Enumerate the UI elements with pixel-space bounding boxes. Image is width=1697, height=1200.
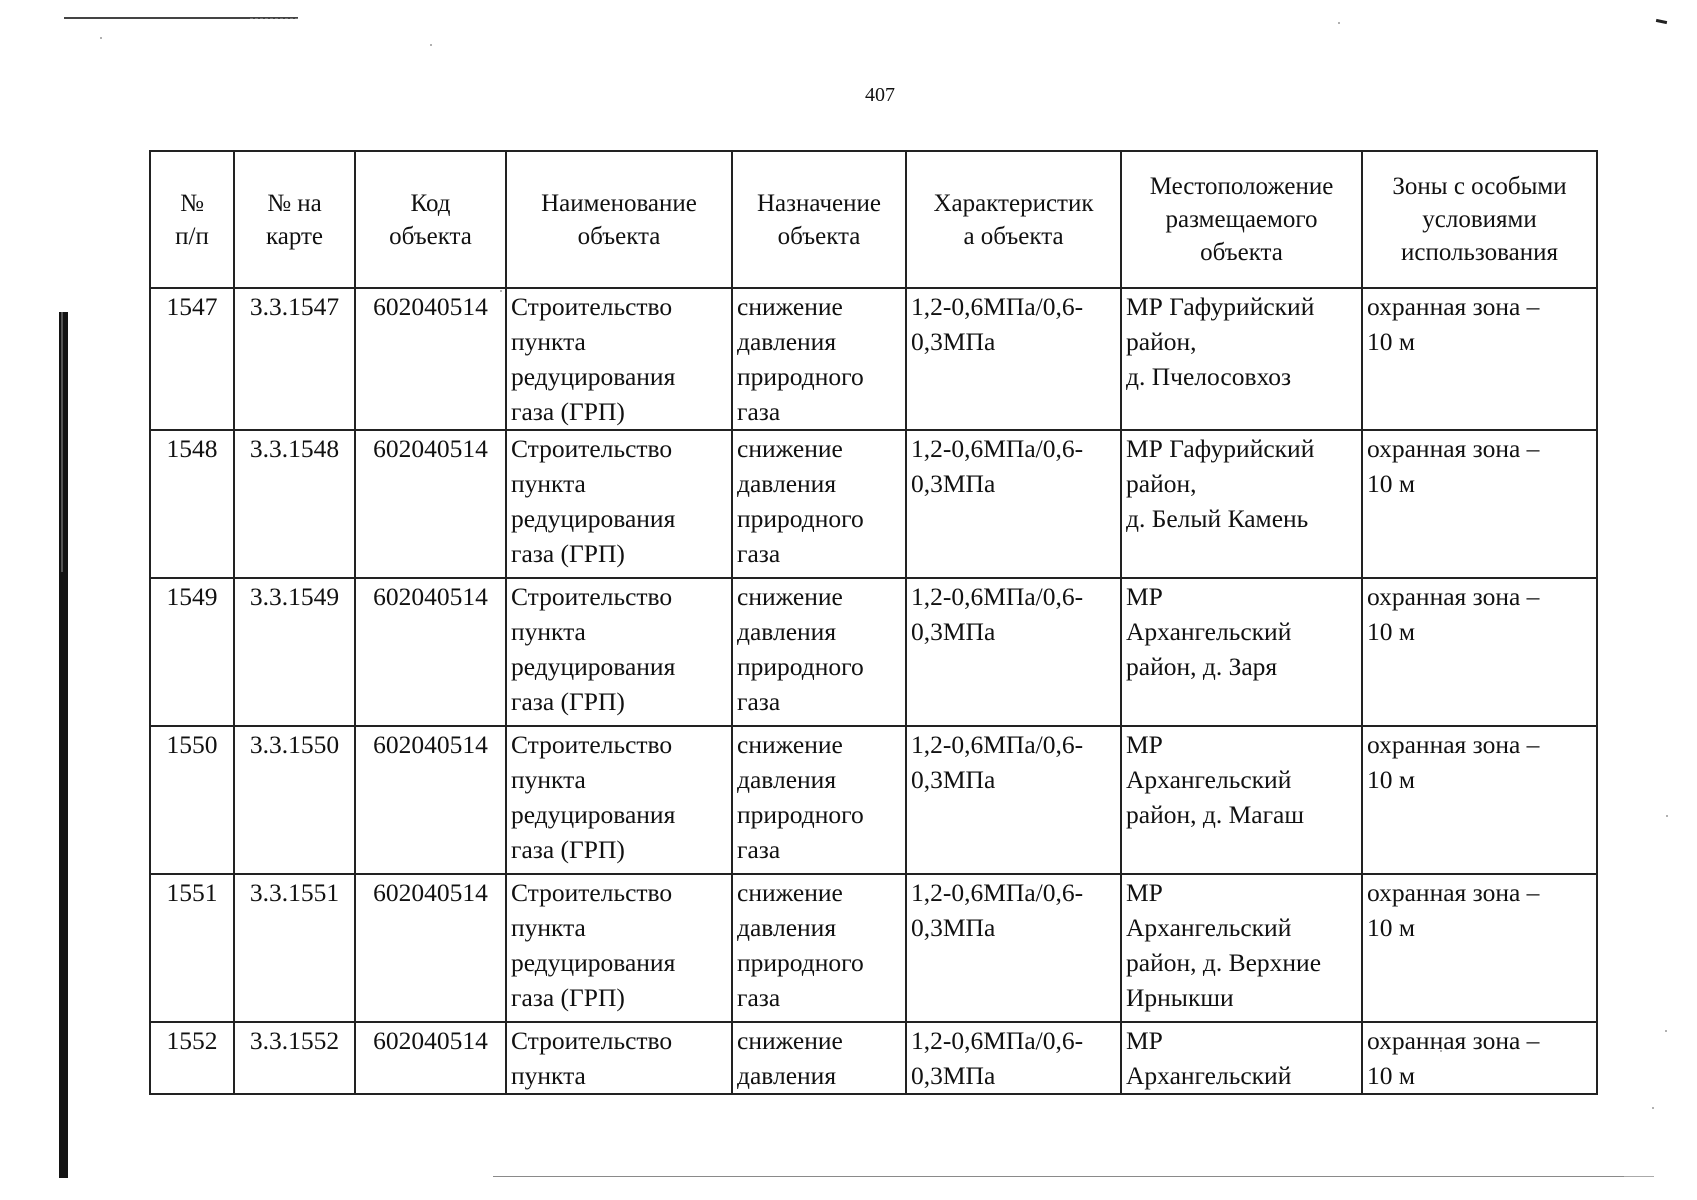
cell-map-number: 3.3.1552	[234, 1022, 355, 1094]
cell-object-characteristic: 1,2-0,6МПа/0,6- 0,3МПа	[906, 726, 1121, 874]
cell-special-zones: охранная зона – 10 м	[1362, 1022, 1597, 1094]
cell-row-number: 1548	[150, 430, 234, 578]
cell-map-number: 3.3.1551	[234, 874, 355, 1022]
table-row	[150, 1022, 1597, 1094]
cell-object-name: Строительство пункта	[506, 1022, 732, 1094]
cell-row-number: 1549	[150, 578, 234, 726]
cell-row-number: 1550	[150, 726, 234, 874]
cell-object-location: МР Архангельский	[1121, 1022, 1362, 1094]
cell-map-number: 3.3.1550	[234, 726, 355, 874]
header-object-name: Наименование объекта	[506, 151, 732, 288]
scan-speck	[1338, 22, 1340, 24]
cell-object-name: Строительство пункта редуцирования газа (ГРП)	[506, 874, 732, 1022]
table-row	[150, 430, 1597, 578]
objects-table	[149, 150, 1598, 1095]
cell-object-location: МР Гафурийский район, д. Белый Камень	[1121, 430, 1362, 578]
scan-speck	[100, 37, 102, 39]
cell-row-number: 1552	[150, 1022, 234, 1094]
cell-map-number: 3.3.1547	[234, 288, 355, 430]
cell-object-code: 602040514	[355, 726, 506, 874]
cell-map-number: 3.3.1549	[234, 578, 355, 726]
scan-speck	[430, 44, 432, 46]
table-row	[150, 726, 1597, 874]
table-row	[150, 874, 1597, 1022]
header-object-location: Местоположение размещаемого объекта	[1121, 151, 1362, 288]
scan-edge-dash-top	[250, 18, 298, 19]
page-number: 407	[865, 84, 895, 106]
header-map-number: № на карте	[234, 151, 355, 288]
header-object-code: Код объекта	[355, 151, 506, 288]
cell-special-zones: охранная зона – 10 м	[1362, 874, 1597, 1022]
header-object-purpose: Назначение объекта	[732, 151, 906, 288]
cell-object-purpose: снижение давления природного газа	[732, 578, 906, 726]
table-row	[150, 578, 1597, 726]
cell-object-characteristic: 1,2-0,6МПа/0,6- 0,3МПа	[906, 1022, 1121, 1094]
scan-edge-line-bottom-end	[1624, 1176, 1654, 1177]
cell-object-purpose: снижение давления природного газа	[732, 874, 906, 1022]
table-header-row	[150, 151, 1597, 288]
cell-object-characteristic: 1,2-0,6МПа/0,6- 0,3МПа	[906, 430, 1121, 578]
scan-edge-mark-right	[1656, 19, 1667, 24]
header-row-number: № п/п	[150, 151, 234, 288]
cell-object-purpose: снижение давления	[732, 1022, 906, 1094]
cell-object-location: МР Архангельский район, д. Магаш	[1121, 726, 1362, 874]
table-row	[150, 288, 1597, 430]
cell-object-characteristic: 1,2-0,6МПа/0,6- 0,3МПа	[906, 874, 1121, 1022]
cell-object-name: Строительство пункта редуцирования газа (ГРП)	[506, 430, 732, 578]
header-object-characteristic: Характеристик а объекта	[906, 151, 1121, 288]
cell-special-zones: охранная зона – 10 м	[1362, 578, 1597, 726]
cell-special-zones: охранная зона – 10 м	[1362, 288, 1597, 430]
cell-map-number: 3.3.1548	[234, 430, 355, 578]
cell-object-characteristic: 1,2-0,6МПа/0,6- 0,3МПа	[906, 578, 1121, 726]
cell-object-code: 602040514	[355, 578, 506, 726]
cell-object-purpose: снижение давления природного газа	[732, 288, 906, 430]
cell-object-name: Строительство пункта редуцирования газа (ГРП)	[506, 288, 732, 430]
cell-object-code: 602040514	[355, 1022, 506, 1094]
cell-object-name: Строительство пункта редуцирования газа (ГРП)	[506, 578, 732, 726]
cell-object-code: 602040514	[355, 288, 506, 430]
scan-speck	[1666, 815, 1668, 817]
scan-speck	[1665, 1030, 1667, 1032]
scan-edge-line-bottom	[493, 1176, 1638, 1177]
cell-object-location: МР Гафурийский район, д. Пчелосовхоз	[1121, 288, 1362, 430]
cell-object-purpose: снижение давления природного газа	[732, 430, 906, 578]
scan-binding-shadow-edge	[61, 312, 63, 572]
cell-object-name: Строительство пункта редуцирования газа (ГРП)	[506, 726, 732, 874]
cell-object-code: 602040514	[355, 874, 506, 1022]
cell-special-zones: охранная зона – 10 м	[1362, 430, 1597, 578]
cell-object-location: МР Архангельский район, д. Верхние Ирныкши	[1121, 874, 1362, 1022]
cell-row-number: 1547	[150, 288, 234, 430]
cell-object-characteristic: 1,2-0,6МПа/0,6- 0,3МПа	[906, 288, 1121, 430]
cell-object-location: МР Архангельский район, д. Заря	[1121, 578, 1362, 726]
cell-row-number: 1551	[150, 874, 234, 1022]
scan-speck	[1652, 1107, 1654, 1109]
cell-object-code: 602040514	[355, 430, 506, 578]
header-special-zones: Зоны с особыми условиями использования	[1362, 151, 1597, 288]
cell-special-zones: охранная зона – 10 м	[1362, 726, 1597, 874]
cell-object-purpose: снижение давления природного газа	[732, 726, 906, 874]
